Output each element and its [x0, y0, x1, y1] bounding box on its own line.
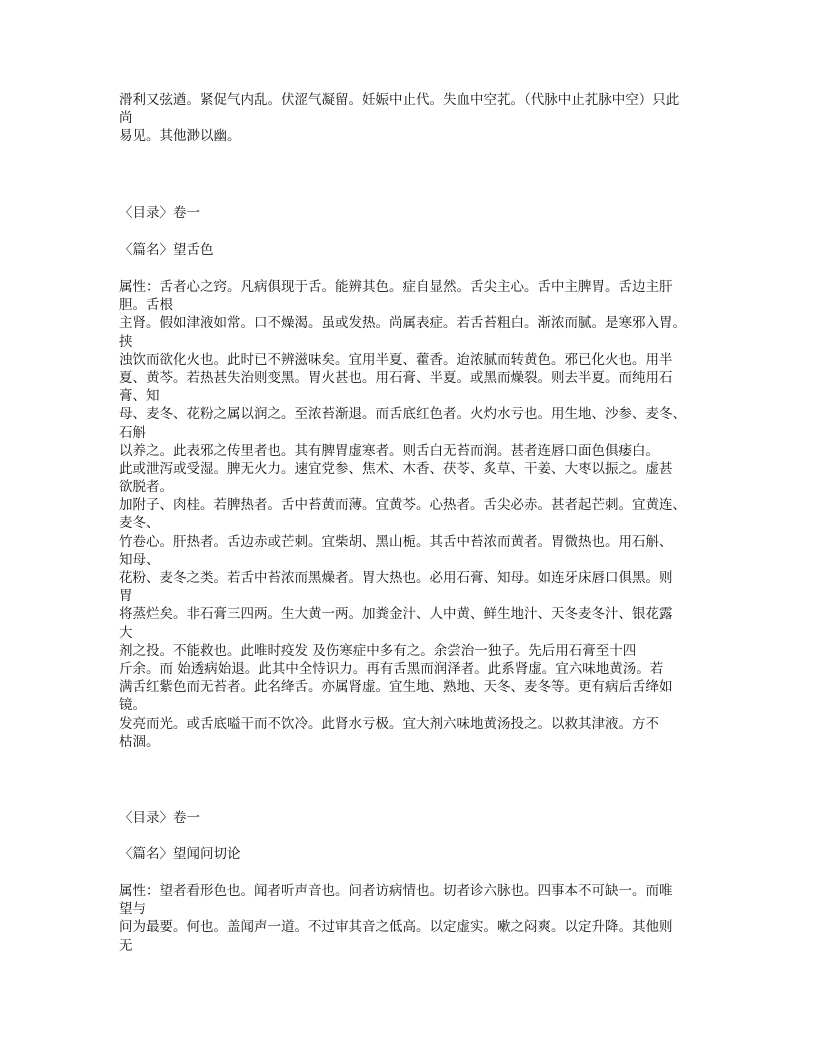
text-line: 大 — [119, 624, 133, 641]
text-line: 母、麦冬、花粉之属以润之。至浓苔渐退。而舌底红色者。火灼水亏也。用生地、沙参、麦冬、 — [119, 406, 686, 423]
text-line: 无 — [119, 937, 133, 954]
chapter-title: 〈篇名〉望舌色 — [119, 242, 214, 258]
text-line: 胃 — [119, 588, 133, 605]
text-line: 加附子、肉桂。若脾热者。舌中苔黄而薄。宜黄芩。心热者。舌尖必赤。甚者起芒刺。宜黄连、 — [119, 497, 686, 514]
catalog-heading: 〈目录〉卷一 — [119, 810, 200, 826]
text-line: 此或泄泻或受湿。脾无火力。速宜党参、焦术、木香、茯苓、炙草、干姜、大枣以振之。虚甚 — [119, 460, 673, 477]
section-2-body — [119, 882, 673, 955]
text-line: 满舌红紫色而无苔者。此名绛舌。亦属肾虚。宜生地、熟地、天冬、麦冬等。更有病后舌绛如 — [119, 679, 673, 696]
chapter-title: 〈篇名〉望闻问切论 — [119, 846, 241, 862]
text-line: 竹卷心。肝热者。舌边赤或芒刺。宜柴胡、黑山栀。其舌中苔浓而黄者。胃微热也。用石斛、 — [119, 533, 673, 550]
text-line: 膏、知 — [119, 388, 160, 405]
text-line: 斤余。而 始透病始退。此其中全恃识力。再有舌黑而润泽者。此系肾虚。宜六味地黄汤。若 — [119, 660, 664, 677]
text-line: 欲脱者。 — [119, 479, 173, 496]
text-line: 问为最要。何也。盖闻声一道。不过审其音之低高。以定虚实。嗽之闷爽。以定升降。其他则 — [119, 919, 673, 936]
text-line: 属性：望者看形色也。闻者听声音也。问者访病情也。切者诊六脉也。四事本不可缺一。而唯 — [119, 883, 673, 899]
text-line: 胆。舌根 — [119, 297, 173, 314]
section-1-catalog — [119, 204, 200, 222]
text-line: 尚 — [119, 110, 133, 127]
text-line: 剂之投。不能救也。此唯时疫发 及伤寒症中多有之。余尝治一独子。先后用石膏至十四 — [119, 642, 637, 659]
text-line: 石斛 — [119, 424, 146, 441]
previous-section-text — [119, 91, 679, 146]
text-line: 易见。其他渺以幽。 — [119, 128, 241, 145]
text-line: 麦冬、 — [119, 515, 160, 532]
text-line: 枯涸。 — [119, 733, 160, 750]
text-line: 浊饮而欲化火也。此时已不辨滋味矣。宜用半夏、藿香。迨浓腻而转黄色。邪已化火也。用半 — [119, 351, 673, 368]
text-line: 花粉、麦冬之类。若舌中苔浓而黑燥者。胃大热也。必用石膏、知母。如连牙床唇口俱黑。则 — [119, 570, 673, 586]
text-line: 镜。 — [119, 697, 146, 714]
text-line: 发亮而光。或舌底嗌干而不饮冷。此肾水亏极。宜大剂六味地黄汤投之。以救其津液。方不 — [119, 715, 659, 732]
text-line: 挟 — [119, 333, 133, 350]
section-2-catalog — [119, 809, 200, 827]
text-line: 知母、 — [119, 551, 160, 568]
section-2-title — [119, 845, 241, 863]
text-line: 滑利又弦遒。紧促气内乱。伏涩气凝留。妊娠中止代。失血中空芤。（代脉中止芤脉中空）只此 — [119, 92, 680, 108]
catalog-heading: 〈目录〉卷一 — [119, 205, 200, 221]
section-1-body — [119, 278, 686, 751]
text-line: 望与 — [119, 901, 146, 918]
text-line: 主肾。假如津液如常。口不燥渴。虽或发热。尚属表症。若舌苔粗白。渐浓而腻。是寒邪入胃。 — [119, 315, 686, 332]
section-1-title — [119, 241, 214, 259]
text-line: 属性：舌者心之窍。凡病俱现于舌。能辨其色。症自显然。舌尖主心。舌中主脾胃。舌边主肝 — [119, 279, 673, 295]
text-line: 将蒸烂矣。非石膏三四两。生大黄一两。加粪金汁、人中黄、鲜生地汁、天冬麦冬汁、银花露 — [119, 606, 673, 623]
text-line: 夏、黄芩。若热甚失治则变黑。胃火甚也。用石膏、半夏。或黑而燥裂。则去半夏。而纯用石 — [119, 369, 673, 386]
text-line: 以养之。此表邪之传里者也。其有脾胃虚寒者。则舌白无苔而润。甚者连唇口面色俱痿白。 — [119, 442, 659, 459]
